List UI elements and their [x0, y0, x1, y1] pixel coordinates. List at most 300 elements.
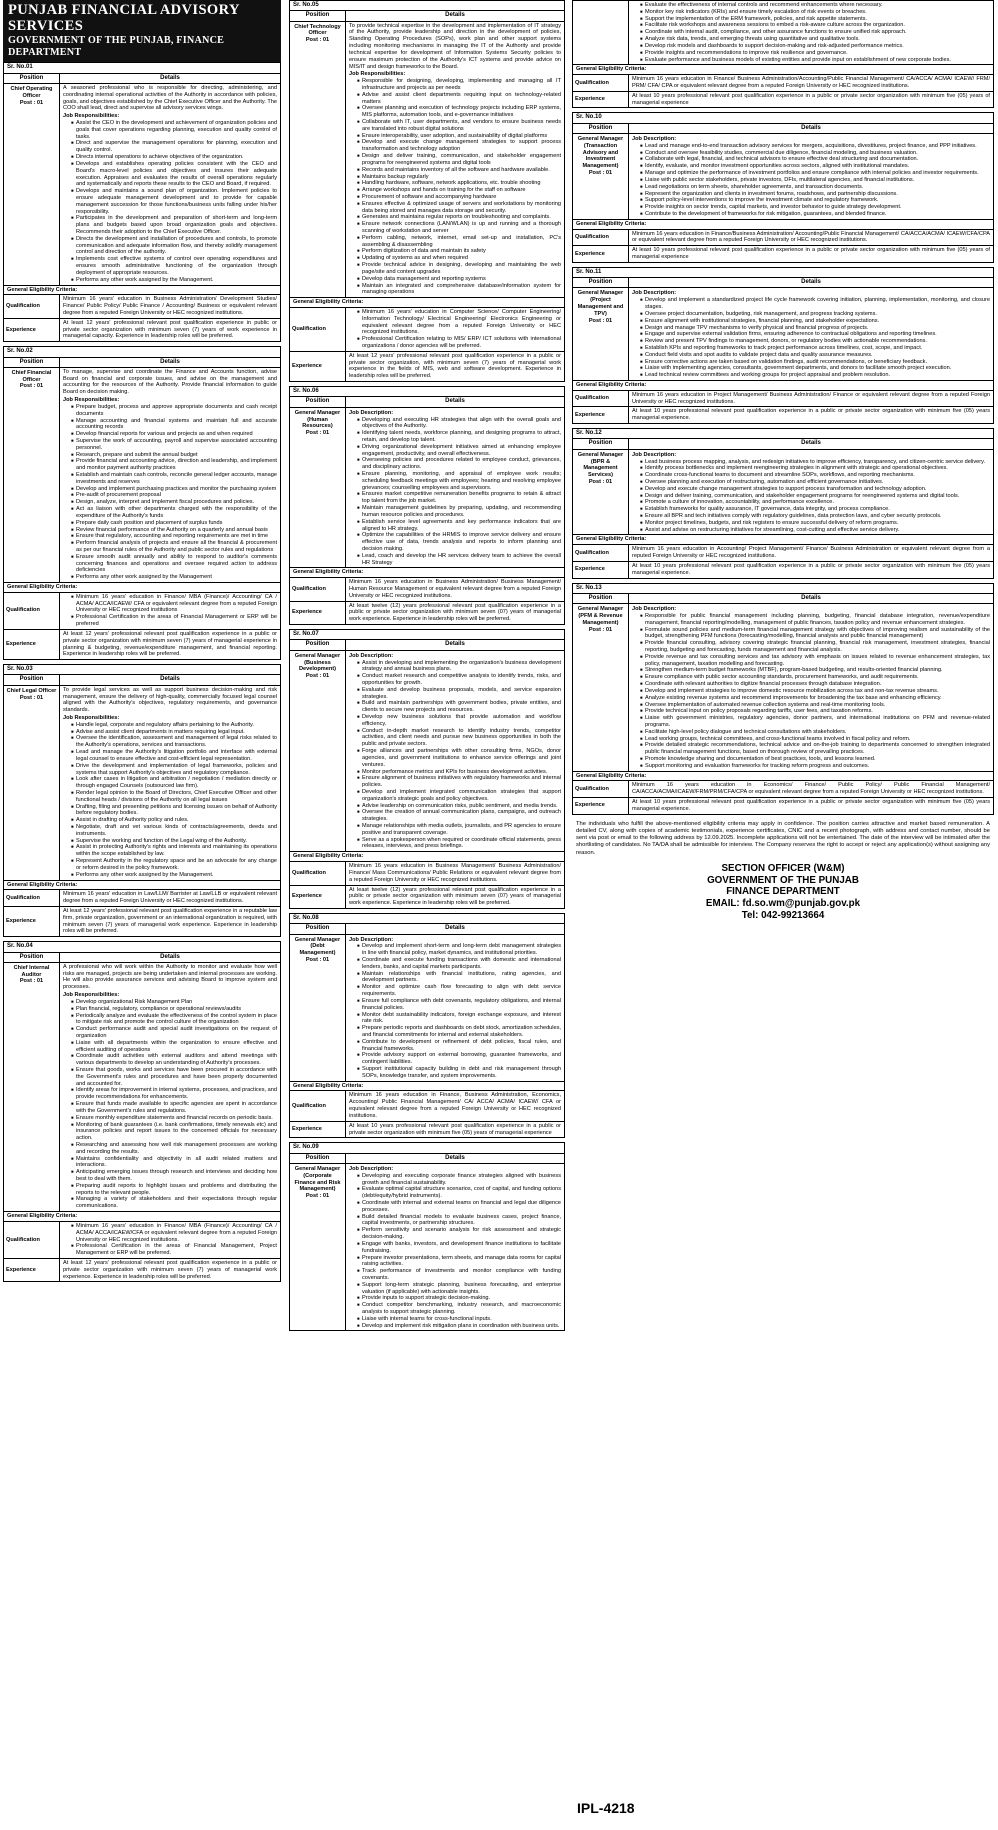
- serial-number: Sr. No.11: [573, 268, 993, 278]
- experience-label: Experience: [573, 407, 629, 423]
- post-count: Post : 01: [19, 694, 44, 701]
- responsibility-item: ■ Engage and supervise external validation firms, ensuring adherence to contractual obligations and reporting timelines.: [640, 331, 990, 338]
- qualification-row: [573, 545, 993, 562]
- post-row: [290, 22, 564, 298]
- responsibility-item: ■ Forge alliances and partnerships with other consulting firms, NGOs, donor agencies, and government institutions to enhance service offerings and joint ventures.: [357, 748, 561, 768]
- responsibility-item: ■ Ensure that funds made available to specific agencies are spent in accordance with the Government's rules and regulations.: [71, 1101, 277, 1115]
- post-count: Post : 01: [588, 170, 613, 177]
- responsibility-item: ■ Develop and implement short-term and long-term debt management strategies in line with financial policy, market dynamics, and institutional priorities.: [357, 943, 561, 957]
- table-header: [4, 675, 280, 685]
- responsibility-item: ■ Developing and executing HR strategies that align with the overall goals and objectives of the Authority.: [357, 417, 561, 431]
- position-title: Chief Legal Officer: [6, 687, 57, 694]
- qualification-label: Qualification: [290, 862, 346, 884]
- position-title: General Manager (Business Development): [294, 652, 341, 673]
- post-summary: A seasoned professional who is responsible for directing, administering, and coordinating internal operational activities of the Authority in accordance with policies, goals, and objectives established by the Chief Executive Officer and the Authority. The COO shall lead, direct and supervise all advisory services wings.: [63, 84, 277, 112]
- experience-row: [4, 630, 280, 659]
- responsibility-item: ■ Manage relationships with media outlets, journalists, and PR agencies to ensure positive and transparent coverage.: [357, 823, 561, 837]
- post-row: [290, 935, 564, 1081]
- responsibility-item: ■ Manage accounting and financial systems and maintain full and accurate accounting records: [71, 418, 277, 432]
- responsibility-item: ■ Serve as a spokesperson when required or coordinate official statements, press releases, interviews, and press briefings.: [357, 837, 561, 851]
- responsibilities-heading: Job Description:: [632, 606, 677, 613]
- responsibility-item: ■ Develop and implement integrated communication strategies that support organization's strategic goals and policy objectives.: [357, 789, 561, 803]
- post-count: Post : 01: [305, 430, 330, 437]
- responsibility-item: ■ Maintain an integrated and comprehensive database/information system for managing operations: [357, 283, 561, 297]
- responsibility-item: ■ Plan financial, regulatory, compliance or operational reviews/audits: [71, 1006, 277, 1013]
- responsibility-item: ■ Oversee planning and execution of restructuring, automation and efficient governance initiatives.: [640, 479, 990, 486]
- signatory-title: SECTION OFFICER (W&M): [721, 862, 845, 874]
- qualification-text: Minimum 16 years education in Accounting/ Project Management/ Finance/ Business Administration or equivalent relevant degree from a reputed Foreign University or HEC recognized institutions.: [632, 546, 990, 560]
- responsibility-item: ■ Establish KPIs and reporting frameworks to track project performance across timelines, cost, scope, and impact.: [640, 345, 990, 352]
- contact-phone: Tel: 042-99213664: [741, 909, 825, 921]
- responsibilities-heading: Job Description:: [349, 936, 394, 943]
- responsibility-item: ■ Performs any other work assigned by the Management.: [71, 872, 277, 879]
- post-row: [573, 450, 993, 535]
- experience-row: [573, 562, 993, 578]
- experience-label: Experience: [290, 352, 346, 381]
- responsibility-item: ■ Oversee the identification, assessment and management of legal risks related to the Authority's operations, services and transactions.: [71, 735, 277, 749]
- position-header: Position: [573, 124, 629, 133]
- experience-text: At least 12 years' professional relevant post qualification experience in a public or private sector organization with minimum seven (7) years of managerial work experience. Experience in leadership roles will be preferred.: [63, 1259, 277, 1280]
- responsibility-item: ■ Assist and advise on restructuring initiatives for streamlining, cost-cutting and effective service delivery.: [640, 527, 990, 534]
- position-header: Position: [290, 924, 346, 933]
- table-header: [573, 594, 993, 604]
- eligibility-heading: General Eligibility Criteria:: [573, 380, 993, 391]
- responsibilities-heading: Job Responsibilities:: [63, 715, 120, 721]
- eligibility-heading: General Eligibility Criteria:: [290, 851, 564, 862]
- responsibility-item: ■ Establish and maintain cash controls, reconcile general ledger accounts, manage investments and reserves: [71, 472, 277, 486]
- serial-number: Sr. No.01: [4, 63, 280, 73]
- experience-row: [290, 602, 564, 624]
- experience-text: At least 12 years' professional relevant post qualification experience in public or private sector organization with minimum seven (7) years of work experience in managerial capacity. Experience in leadership roles will be preferred.: [63, 319, 277, 340]
- department-title: GOVERNMENT OF THE PUNJAB, FINANCE DEPARTMENT: [8, 34, 225, 58]
- responsibility-item: ■ Assist in developing and implementing the organization's business development strategy and annual business plans.: [357, 660, 561, 674]
- responsibility-item: ■ Develop and execute change management strategies to support process transformation and technology adoption: [357, 139, 561, 153]
- responsibility-item: ■ Advise leadership on communication risks, public sentiment, and media trends.: [357, 803, 561, 810]
- qualification-row: [573, 75, 993, 92]
- responsibility-item: ■ Maintain relationships with financial institutions, rating agencies, and development partners.: [357, 971, 561, 985]
- post-count: Post : 01: [305, 37, 330, 44]
- responsibility-item: ■ Coordinate audit activities with external auditors and attend meetings with various departments to develop an understanding of Authority's processes.: [71, 1053, 277, 1067]
- qualification-item: ■ Professional Certification relating to MIS/ ERP/ ICT solutions with international organizations / donor agencies will be preferred.: [357, 336, 561, 350]
- experience-text: At least 10 years professional relevant post qualification experience in a public or private sector organization with minimum five (05) years of managerial experience: [632, 92, 990, 106]
- responsibility-item: ■ Assist in drafting of Authority policy and rules.: [71, 817, 277, 824]
- responsibility-item: ■ Performs any other work assigned by the Management: [71, 574, 277, 581]
- responsibility-item: ■ Design and deliver training, communication, and stakeholder engagement programs for reengineered systems and digital tools: [357, 153, 561, 167]
- responsibility-item: ■ Supervise the work of accounting, payroll and supervise associated accounting personnel.: [71, 438, 277, 452]
- experience-row: [4, 907, 280, 936]
- experience-text: At least 12 years' professional relevant post qualification experience in a reputable law firm, private organization, government or an international organization is required, with minimum seven (7) years of managerial work experience. Experience in leadership roles will be preferred.: [63, 907, 277, 935]
- experience-text: At least 10 years professional relevant post qualification experience in a public or private sector organization with minimum five (05) years managerial experience.: [632, 799, 990, 812]
- responsibility-item: ■ Maintains confidentiality and objectivity in all audit related matters and interactions.: [71, 1156, 277, 1170]
- qualification-row: [573, 230, 993, 247]
- post-count: Post : 01: [588, 626, 613, 633]
- qualification-row: [4, 890, 280, 907]
- responsibility-item: ■ Review and present TPV findings to management, donors, or regulatory bodies with actionable recommendations.: [640, 338, 990, 345]
- job-post: [289, 386, 565, 625]
- responsibility-item: ■ Direct and supervise the management operations for planning, execution and quality control.: [71, 140, 277, 154]
- responsibility-item: ■ Coordinate and execute funding transactions with domestic and international lenders, banks, and capital markets participants.: [357, 957, 561, 971]
- table-header: [573, 124, 993, 134]
- job-post: [3, 62, 281, 342]
- experience-label: Experience: [4, 1259, 60, 1281]
- details-header: Details: [445, 925, 465, 932]
- responsibility-item: ■ Contribute to the development of frameworks for risk mitigation, guarantees, and blended finance.: [640, 211, 990, 218]
- experience-text: At least 10 years professional relevant post qualification experience in a public or private sector organization with minimum five (05) years managerial experience.: [632, 408, 990, 422]
- responsibility-item: ■ Evaluate performance and business models of existing entities and provide input on establishment of new corporate bodies.: [640, 57, 990, 64]
- experience-text: At least 12 years' professional relevant post qualification experience in a public or private sector organization with minimum seven (7) years of managerial experience in planning & budgeting, revenue/expenditure management, and financial reporting. Experience in leadership roles will be preferred.: [63, 630, 277, 658]
- responsibility-item: ■ Support long-term strategic planning, business forecasting, and enterprise valuation (if applicable) with actionable insights.: [357, 1282, 561, 1296]
- position-cell: [4, 963, 60, 1211]
- experience-text: At least 12 years' professional relevant post qualification experience in a public or private sector organization, with minimum seven (7) years of managerial work experience in the fields of MIS, web and software development. Experience in leadership roles will be preferred.: [349, 352, 561, 380]
- responsibility-item: ■ Coordinate with internal audit, compliance, and other assurance functions to ensure unified risk approach.: [640, 29, 990, 36]
- serial-number: Sr. No.06: [290, 387, 564, 397]
- responsibility-item: ■ Responsible for public financial management including planning, budgeting, financial database integration, revenue/expenditure management, financial reporting/modelling, management of public finances, taxation policy and revenue enhancement strategies.: [640, 613, 990, 627]
- responsibility-item: ■ Develop risk models and dashboards to support decision-making and risk-adjusted performance metrics.: [640, 43, 990, 50]
- qualification-item: ■ Professional Certification in the areas of Financial Management or ERP will be preferred: [71, 614, 277, 628]
- responsibility-item: ■ Ensure interoperability, user adoption, and sustainability of digital platforms: [357, 133, 561, 140]
- experience-label: Experience: [573, 798, 629, 814]
- responsibility-item: ■ Monitor and optimize cash flow forecasting to align with debt service requirements.: [357, 984, 561, 998]
- position-title: Chief Financial Officer: [11, 369, 52, 383]
- position-cell: [290, 22, 346, 298]
- qualification-text: Minimum 16 years education in Economics/ Finance/ Public Policy/ Public Financial Management/ CA/ACCA/ACMA/ICAEW/FRM/PRM/CFA/CPA or equivalent relevant degree from a reputed Foreign University or HEC recognized institutions.: [632, 782, 990, 796]
- responsibility-item: ■ Researching and assessing how well risk management processes are working and recording the results.: [71, 1142, 277, 1156]
- eligibility-heading: General Eligibility Criteria:: [573, 771, 993, 782]
- details-header: Details: [160, 358, 180, 365]
- qualification-label: Qualification: [4, 890, 60, 906]
- position-title: General Manager (Corporate Finance and Risk Management): [294, 1165, 341, 1193]
- qualification-row: [573, 391, 993, 408]
- responsibility-item: ■ Lead, coach and develop the HR services delivery team to achieve the overall HR Strategy: [357, 553, 561, 567]
- responsibility-item: ■ Oversee planning and execution of technology projects including ERP systems, MIS platforms, automation tools, and e-governance initiatives: [357, 105, 561, 119]
- qualification-row: [290, 308, 564, 352]
- responsibility-item: ■ Strengthen medium-term budget frameworks (MTBF), program-based budgeting, and results-oriented financial planning.: [640, 667, 990, 674]
- responsibility-item: ■ Design, analyze, interpret and implement fiscal procedures and policies.: [71, 499, 277, 506]
- responsibility-item: ■ Assist in protecting Authority's rights and interests and maintaining its operations within the scope established by law.: [71, 844, 277, 858]
- responsibility-item: ■ Ensure corrective actions are taken based on validation findings, audit recommendations, or beneficiary feedback.: [640, 359, 990, 366]
- responsibility-item: ■ Support monitoring and evaluation frameworks for tracking reform progress and outcomes.: [640, 763, 990, 770]
- qualification-text: Minimum 16 years education in Business Administration/ Business Management/ Human Resource Management or equivalent relevant degree from a reputed Foreign University or HEC recognized institutions.: [349, 579, 561, 599]
- post-row: [290, 408, 564, 568]
- post-summary: To provide legal services as well as support business decision-making and risk management, ensure the delivery of high-quality, commercially focused legal counsel aligned with the Authority's objectives, regulatory requirements, and governance standards.: [63, 686, 277, 714]
- ipl-number: IPL-4218: [577, 1800, 635, 1816]
- responsibility-item: ■ Identify process bottlenecks and implement reengineering strategies in alignment with strategic and operational objectives.: [640, 465, 990, 472]
- responsibility-item: ■ Provide financial consulting, advisory covering strategic financial planning, financial risk management, investment strategies, financial reporting, budgeting and forecasting, funds management and financial analysis.: [640, 640, 990, 654]
- responsibility-item: ■ Maintains backup regularly: [357, 174, 561, 181]
- signatory-dept: FINANCE DEPARTMENT: [726, 886, 840, 898]
- responsibility-item: ■ Prepare budget, process and approve appropriate documents and cash receipt documents: [71, 404, 277, 418]
- responsibility-item: ■ Look after cases in litigation and arbitration / negotiation / mediation directly or through engaged Counsels (outsourced law firm).: [71, 776, 277, 790]
- qualification-row: [573, 781, 993, 798]
- application-note: The individuals who fulfill the above-mentioned eligibility criteria may apply in confidence. The position carries attractive and market based remuneration. A detailed CV, along with copies of academic testimonials, experience certificates, CNIC and a recent photograph, with address and contact number, should be sent via post or email to the following address by 12.09.2025. Incomplete applications will not be entertained. The date of the interview will be intimated after the shortlisting of candidates. No TA/DA shall be admissible for interview. The Company reserves the right to accept or reject any application(s) without assigning any reason.: [576, 820, 990, 856]
- responsibility-item: ■ Ensures market competitive remuneration benefits programs to retain & attract top talent from the job market.: [357, 491, 561, 505]
- responsibilities-heading: Job Description:: [349, 1165, 394, 1172]
- experience-row: [573, 92, 993, 108]
- details-cell: [629, 450, 993, 535]
- table-header: [290, 1154, 564, 1164]
- responsibility-list: [632, 143, 990, 218]
- qualification-row: [290, 578, 564, 601]
- serial-number: Sr. No.08: [290, 914, 564, 924]
- eligibility-heading: General Eligibility Criteria:: [4, 285, 280, 296]
- responsibility-item: ■ Conduct field visits and spot audits to validate project data and quality assurance measures.: [640, 352, 990, 359]
- responsibility-item: ■ Conduct competitor benchmarking, industry research, and macroeconomic analysis to support strategic planning.: [357, 1302, 561, 1316]
- details-cell: [346, 935, 564, 1081]
- responsibility-item: ■ Ensure compliance with public sector accounting standards, procurement frameworks, and audit requirements.: [640, 674, 990, 681]
- responsibility-item: ■ Review financial performance of the Authority on a quarterly and annual basis: [71, 527, 277, 534]
- table-header: [290, 640, 564, 650]
- position-title: Chief Operating Officer: [10, 85, 53, 99]
- responsibility-item: ■ Provide financial and accounting advice, direction and leadership, and implement and monitor payment authority practices: [71, 458, 277, 472]
- qualification-label: Qualification: [4, 295, 60, 317]
- responsibilities-heading: Job Responsibilities:: [349, 71, 406, 78]
- job-post: [289, 0, 565, 382]
- table-header: [290, 397, 564, 407]
- responsibility-item: ■ Facilitate high-level policy dialogue and technical consultations with stakeholders.: [640, 729, 990, 736]
- eligibility-heading: General Eligibility Criteria:: [290, 567, 564, 578]
- responsibilities-heading: Job Description:: [349, 652, 394, 659]
- posts-col1: [3, 62, 281, 1282]
- job-post: [289, 1142, 565, 1331]
- eligibility-heading: General Eligibility Criteria:: [573, 64, 993, 75]
- responsibility-item: ■ Developing and executing corporate finance strategies aligned with business growth and financial sustainability.: [357, 1173, 561, 1187]
- responsibility-item: ■ Develop and implement risk mitigation plans in coordination with business units.: [357, 1323, 561, 1330]
- experience-row: [573, 798, 993, 814]
- qualification-label: Qualification: [4, 1222, 60, 1258]
- responsibility-list: [632, 459, 990, 534]
- responsibility-item: ■ Identify, evaluate, and monitor investment opportunities across sectors, aligned with institutional mandates.: [640, 163, 990, 170]
- post-count: Post : 01: [19, 383, 44, 390]
- position-header: Position: [290, 640, 346, 649]
- qualification-text: Minimum 16 years education in Finance/ Business Administration/Accounting/Public Financial Management/ CA/ACCA/ ACMA/ ICAEW/ FRM/ PRM/ CFA/ CPA or equivalent relevant degree from a reputed Foreign University or HEC recognized institutions.: [632, 76, 990, 89]
- responsibility-item: ■ Ensure full compliance with debt covenants, regulatory obligations, and internal financial policies.: [357, 998, 561, 1012]
- experience-label: Experience: [573, 562, 629, 578]
- position-cell: [4, 368, 60, 582]
- responsibility-item: ■ Liaise with public sector stakeholders, private investors, DFIs, multilateral agencies, and financial institutions.: [640, 177, 990, 184]
- qualification-list: [63, 1223, 277, 1257]
- post-row: [4, 84, 280, 285]
- responsibility-item: ■ Ensure planning, monitoring, and appraisal of employee work results; scheduling feedback meetings with employees; hearing and resolving employee grievances; counselling employees and supervisors.: [357, 471, 561, 491]
- responsibility-item: ■ Liaise with implementing agencies, consultants, government departments, and donors to facilitate smooth project execution.: [640, 365, 990, 372]
- responsibilities-heading: Job Description:: [349, 409, 394, 416]
- experience-row: [4, 1259, 280, 1281]
- responsibility-item: ■ Updating of systems as and when required: [357, 255, 561, 262]
- responsibility-item: ■ Manage and optimize the performance of investment portfolios and ensure compliance with internal policies and investor requirements.: [640, 170, 990, 177]
- responsibility-item: ■ Generates and maintains regular reports on troubleshooting and complaints.: [357, 214, 561, 221]
- eligibility-heading: General Eligibility Criteria:: [4, 1211, 280, 1222]
- responsibility-item: ■ Build detailed financial models to evaluate business cases, project finance, capital investments, or partnership structures.: [357, 1214, 561, 1228]
- qualification-label: Qualification: [573, 230, 629, 246]
- responsibility-item: ■ Identifying talent needs, workforce planning, and designing programs to attract, retain, and develop top talent.: [357, 430, 561, 444]
- responsibility-item: ■ Develop financial reports for various and projects as and when required: [71, 431, 277, 438]
- experience-label: Experience: [290, 602, 346, 624]
- responsibility-item: ■ Promote a culture of innovation, accountability, and performance excellence.: [640, 499, 990, 506]
- post-row: [4, 368, 280, 582]
- responsibility-item: ■ Provide detailed strategic recommendations, technical advice and on-the-job training to departments concerned to strengthen integrated public financial management functions, based on thorough review of prevailing practices.: [640, 742, 990, 756]
- responsibility-item: ■ Perform cabling, network, internet, email set-up and installation, PC's assembling & disassembling: [357, 235, 561, 249]
- responsibility-item: ■ Prepare daily cash position and placement of surplus funds: [71, 520, 277, 527]
- experience-text: At least twelve (12) years professional relevant post qualification experience in a public or private sector organization with minimum seven (07) years of managerial work experience. Experience in leadership roles will be preferred.: [349, 886, 561, 907]
- responsibility-item: ■ Conduct performance audit and special audit investigations on the request of organization: [71, 1026, 277, 1040]
- details-header: Details: [445, 1154, 465, 1161]
- posts-col3: [572, 0, 994, 815]
- post-count: Post : 01: [588, 317, 613, 324]
- job-post: [289, 629, 565, 909]
- qualification-list: [63, 594, 277, 628]
- responsibility-item: ■ Ensures effective & optimized usage of servers and workstations by monitoring data being stored and manages data storage and security.: [357, 201, 561, 215]
- responsibility-item: ■ Coordinate with relevant authorities to digitize financial processes through database integration.: [640, 681, 990, 688]
- details-cell: [60, 963, 280, 1211]
- post-count: Post : 01: [588, 478, 613, 485]
- qualification-label: Qualification: [290, 578, 346, 600]
- responsibility-item: ■ Lead and manage the Authority's litigation portfolio and interface with external legal counsel to ensure effective and cost-efficient legal representation.: [71, 749, 277, 763]
- serial-number: Sr. No.04: [4, 942, 280, 952]
- responsibility-item: ■ Preparing audit reports to highlight issues and problems and distributing the reports to the relevant people.: [71, 1183, 277, 1197]
- post-count: Post : 01: [19, 99, 44, 106]
- position-cell: [290, 408, 346, 568]
- responsibility-item: ■ Evaluate the effectiveness of internal controls and recommend enhancements where necessary.: [640, 2, 990, 9]
- eligibility-heading: General Eligibility Criteria:: [4, 582, 280, 593]
- responsibility-item: ■ Monitor debt sustainability indicators, foreign exchange exposure, and interest rate risk.: [357, 1012, 561, 1026]
- responsibility-item: ■ Assist the CEO in the development and achievement of organization policies and goals that cover operations regarding planning, execution and quality control of tasks.: [71, 120, 277, 140]
- position-header: Position: [290, 11, 346, 20]
- responsibility-item: ■ Represent Authority in the regulatory space and be an advocate for any change or reform desired in the policy framework.: [71, 858, 277, 872]
- column-2: [289, 0, 565, 1335]
- experience-label: Experience: [4, 630, 60, 659]
- post-row: [4, 963, 280, 1211]
- signatory-govt: GOVERNMENT OF THE PUNJAB: [707, 874, 859, 886]
- responsibility-item: ■ Collaborate with IT, user departments, and vendors to ensure business needs are translated into robust digital solutions: [357, 119, 561, 133]
- experience-label: Experience: [290, 1122, 346, 1138]
- responsibility-item: ■ Monitor key risk indicators (KRIs) and ensure timely escalation of risk events or breaches.: [640, 9, 990, 16]
- details-cell: [629, 604, 993, 771]
- details-cell: [629, 288, 993, 380]
- responsibility-item: ■ Liaise with internal teams for cross-functional inputs.: [357, 1316, 561, 1323]
- responsibility-item: ■ Provide insights on sector trends, capital markets, and investor behavior to guide strategy development.: [640, 204, 990, 211]
- position-cell: [573, 288, 629, 380]
- responsibility-list: [349, 1173, 561, 1330]
- responsibility-item: ■ Render legal opinion to the Board of Directors, Chief Executive Officer and other functional heads / divisions of the Authority on all legal issues: [71, 790, 277, 804]
- qualification-item: ■ Minimum 16 years' education in Finance/ MBA (Finance)/ Accounting/ CA / ACMA/ ACCA/ICAEW/CFA or equivalent relevant degree from a reputed Foreign University or HEC recognized institutions.: [71, 1223, 277, 1243]
- responsibility-item: ■ Driving organizational development initiatives aimed at enhancing employee engagement, productivity, and overall effectiveness.: [357, 444, 561, 458]
- responsibility-item: ■ Provide technical input on policy proposals regarding tariffs, user fees, and taxation reforms.: [640, 708, 990, 715]
- responsibility-item: ■ Monitor project timelines, budgets, and risk registers to ensure successful delivery of reform programs.: [640, 520, 990, 527]
- experience-text: At least 10 years professional relevant post qualification experience in a public or private sector organization with minimum five (05) years of managerial experience: [349, 1122, 561, 1136]
- position-header: Position: [4, 953, 60, 962]
- position-title: General Manager (Transaction Advisory and Investment Management): [577, 136, 624, 170]
- post-count: Post : 01: [305, 1193, 330, 1200]
- job-post: [572, 112, 994, 262]
- responsibility-item: ■ Arrange workshops and hands on training for the staff on software: [357, 187, 561, 194]
- experience-row: [290, 886, 564, 908]
- responsibility-item: ■ Liaise with all departments within the organization to ensure effective and efficient auditing of operations: [71, 1040, 277, 1054]
- qualification-label: Qualification: [4, 593, 60, 629]
- details-cell: [629, 1, 993, 64]
- position-header: Position: [290, 397, 346, 406]
- eligibility-heading: General Eligibility Criteria:: [573, 219, 993, 230]
- responsibility-item: ■ Conduct in-depth market research to identify industry trends, competitor activities, and client needs and pursue new business opportunities in both the public and private sectors.: [357, 728, 561, 748]
- responsibility-list: [632, 613, 990, 770]
- responsibility-item: ■ Act as liaison with other departments charged with the responsibility of the expenditure of the Authority's funds: [71, 506, 277, 520]
- responsibility-item: ■ Promote knowledge sharing and documentation of best practices, tools, and lessons learned.: [640, 756, 990, 763]
- post-row: [573, 288, 993, 380]
- responsibility-item: ■ Provide revenue and tax consulting services and tax advisory with emphasis on issues related to revenue enhancement strategies, tax policy, management, taxation modelling and forecasting.: [640, 654, 990, 668]
- table-header: [4, 953, 280, 963]
- responsibility-item: ■ Provide technical advice in designing, developing and maintaining the web page/site and content upgrades: [357, 262, 561, 276]
- responsibility-item: ■ Participates in the development and preparation of short-term and long-term plans and budgets based upon broad organization goals and objectives. Recommends their adoption to the Chief Executive Officer.: [71, 215, 277, 235]
- responsibility-item: ■ Coordinate with internal and external teams on financial and legal due diligence processes.: [357, 1200, 561, 1214]
- responsibility-item: ■ Coordinate cross-functional teams to document and streamline SOPs, workflows, and reporting mechanisms.: [640, 472, 990, 479]
- experience-text: At least 10 years professional relevant post qualification experience in a public or private sector organization with minimum five (05) years of managerial experience: [632, 247, 990, 260]
- responsibility-item: ■ Build and maintain partnerships with government bodies, private entities, and clients to secure new projects and resources.: [357, 700, 561, 714]
- qualification-item: ■ Professional Certification in the areas of Financial Management, Project Management or ERP will be preferred.: [71, 1243, 277, 1257]
- position-cell: [290, 651, 346, 852]
- responsibilities-heading: Job Responsibilities:: [63, 397, 120, 404]
- responsibility-item: ■ Identify areas for improvement in internal systems, processes, and practices, and provide recommendations for enhancements.: [71, 1087, 277, 1101]
- details-header: Details: [801, 594, 821, 601]
- responsibility-item: ■ Perform digitization of data and maintain its safety: [357, 248, 561, 255]
- responsibility-list: [349, 660, 561, 851]
- table-header: [573, 278, 993, 288]
- post-row: [290, 1164, 564, 1331]
- responsibility-item: ■ Oversee project documentation, budgeting, risk management, and progress tracking systems.: [640, 311, 990, 318]
- details-header: Details: [160, 676, 180, 683]
- position-cell: [573, 604, 629, 771]
- responsibility-item: ■ Negotiate, draft and vet various kinds of contracts/agreements, deeds and instruments.: [71, 824, 277, 838]
- qualification-list: [349, 309, 561, 350]
- responsibility-item: ■ Handle legal, corporate and regulatory affairs pertaining to the Authority.: [71, 722, 277, 729]
- responsibility-item: ■ Develop and implement strategies to improve domestic resource mobilization across tax and non-tax revenue streams.: [640, 688, 990, 695]
- contact-email[interactable]: EMAIL: fd.so.wm@punjab.gov.pk: [705, 898, 861, 910]
- experience-label: Experience: [573, 246, 629, 262]
- qualification-label: Qualification: [573, 545, 629, 561]
- responsibility-list: [63, 722, 277, 879]
- column-3: [572, 0, 994, 922]
- responsibility-list: [63, 999, 277, 1210]
- responsibility-item: ■ Develop and execute change management strategies to support process transformation and technology adoption.: [640, 486, 990, 493]
- responsibility-item: ■ Periodically analyze and evaluate the effectiveness of the control system in place to mitigate risk and promote the control culture of the organization: [71, 1013, 277, 1027]
- details-header: Details: [801, 279, 821, 286]
- responsibility-item: ■ Handling hardware, software, network applications, etc. trouble shooting: [357, 180, 561, 187]
- details-cell: [346, 408, 564, 568]
- qualification-label: Qualification: [290, 308, 346, 351]
- experience-row: [573, 246, 993, 262]
- experience-row: [290, 1122, 564, 1138]
- responsibility-item: ■ Prepare investor presentations, term sheets, and manage data rooms for capital raising activities.: [357, 1255, 561, 1269]
- serial-number: Sr. No.02: [4, 347, 280, 357]
- responsibility-item: ■ Analyze risk data, trends, and emerging threats using quantitative and qualitative tools.: [640, 36, 990, 43]
- responsibility-item: ■ Maintain management guidelines by preparing, updating, and recommending human resource policies and procedures.: [357, 505, 561, 519]
- job-post: [3, 346, 281, 660]
- responsibility-item: ■ Develop organizational Risk Management Plan: [71, 999, 277, 1006]
- post-summary: To provide technical expertise in the development and implementation of IT strategy of the Authority, provide leadership and direction in the development of policies, Standing Operating Procedures (SOPs), work plan and other support systems including monitoring mechanisms in managing the IT of the Authority and provide technical expertise for development of Information Systems Security policies to ensure maximum protection of the Authority's ICT systems and provide advice on MIS/IT and design frameworks to the Board.: [349, 22, 561, 70]
- responsibility-item: ■ Develops and establishes operating policies consistent with the CEO and Board's macro-level policies and objectives and insures their adequate execution. Appraises and evaluates the results of overall operations regularly and systematically and reports these results to the CEO and Board, if required.: [71, 161, 277, 188]
- responsibility-item: ■ Lead working groups, technical committees, and cross-functional teams involved in fiscal policy and reform.: [640, 736, 990, 743]
- details-header: Details: [445, 398, 465, 405]
- details-cell: [60, 368, 280, 582]
- position-header: Position: [4, 74, 60, 83]
- post-count: Post : 01: [19, 978, 44, 985]
- serial-number: Sr. No.07: [290, 630, 564, 640]
- qualification-text: [60, 1222, 280, 1258]
- experience-label: Experience: [290, 886, 346, 908]
- job-post: [289, 913, 565, 1138]
- responsibility-item: ■ Prepare periodic reports and dashboards on debt stock, amortization schedules, and financial commitments for internal and external stakeholders.: [357, 1025, 561, 1039]
- responsibility-item: ■ Managing a variety of stakeholders and their expectations through regular communications.: [71, 1196, 277, 1210]
- experience-row: [290, 352, 564, 381]
- responsibility-item: ■ Anticipating emerging issues through research and interviews and deciding how best to deal with them.: [71, 1169, 277, 1183]
- responsibility-item: ■ Lead and manage end-to-end transaction advisory services for mergers, acquisitions, divestitures, project finance, and PPP initiatives.: [640, 143, 990, 150]
